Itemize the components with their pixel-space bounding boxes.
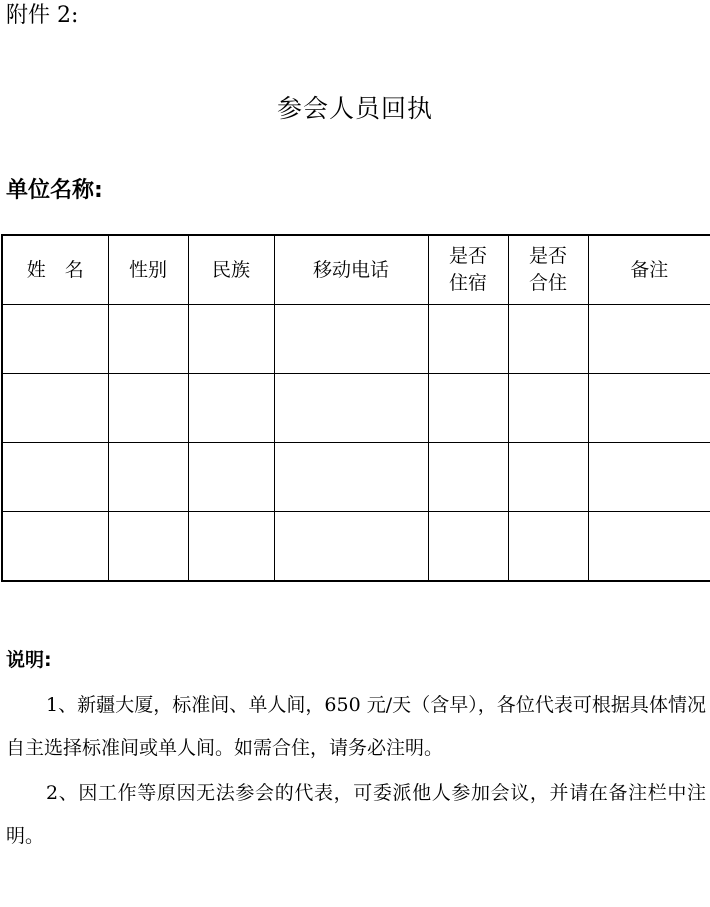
note-item-1: 1、新疆大厦，标准间、单人间，650 元/天（含早），各位代表可根据具体情况自主选择标准间或单人间。如需合住，请务必注明。	[6, 694, 706, 759]
header-accommodation	[428, 235, 508, 305]
header-gender: 性别	[108, 235, 188, 305]
cell-room-sharing[interactable]	[508, 305, 588, 374]
note-item-2: 2、因工作等原因无法参会的代表，可委派他人参加会议，并请在备注栏中注明。	[6, 782, 706, 847]
attendee-table	[1, 234, 710, 582]
notes-heading: 说明:	[6, 649, 52, 671]
cell-name[interactable]	[2, 443, 108, 512]
table-row	[2, 443, 710, 512]
header-room-sharing-text: 是否 合住	[528, 245, 567, 294]
cell-gender[interactable]	[108, 443, 188, 512]
header-ethnicity: 民族	[188, 235, 274, 305]
cell-remarks[interactable]	[588, 512, 710, 582]
cell-gender[interactable]	[108, 512, 188, 582]
cell-mobile-phone[interactable]	[274, 443, 428, 512]
cell-gender[interactable]	[108, 374, 188, 443]
cell-name[interactable]	[2, 374, 108, 443]
table-header-row	[2, 235, 710, 305]
table-row	[2, 512, 710, 582]
cell-room-sharing[interactable]	[508, 443, 588, 512]
table-row	[2, 305, 710, 374]
header-name: 姓 名	[2, 235, 108, 305]
cell-accommodation[interactable]	[428, 512, 508, 582]
attachment-label: 附件 2:	[6, 3, 79, 28]
header-room-sharing	[508, 235, 588, 305]
cell-name[interactable]	[2, 305, 108, 374]
cell-mobile-phone[interactable]	[274, 305, 428, 374]
header-mobile-phone: 移动电话	[274, 235, 428, 305]
cell-room-sharing[interactable]	[508, 374, 588, 443]
cell-mobile-phone[interactable]	[274, 374, 428, 443]
unit-name-label: 单位名称:	[6, 178, 103, 203]
cell-accommodation[interactable]	[428, 305, 508, 374]
cell-mobile-phone[interactable]	[274, 512, 428, 582]
cell-accommodation[interactable]	[428, 443, 508, 512]
cell-remarks[interactable]	[588, 305, 710, 374]
cell-ethnicity[interactable]	[188, 443, 274, 512]
cell-ethnicity[interactable]	[188, 374, 274, 443]
cell-room-sharing[interactable]	[508, 512, 588, 582]
cell-ethnicity[interactable]	[188, 512, 274, 582]
cell-name[interactable]	[2, 512, 108, 582]
page-title: 参会人员回执	[276, 94, 433, 123]
cell-ethnicity[interactable]	[188, 305, 274, 374]
table-row	[2, 374, 710, 443]
header-remarks: 备注	[588, 235, 710, 305]
header-accommodation-text: 是否 住宿	[448, 245, 487, 294]
cell-accommodation[interactable]	[428, 374, 508, 443]
cell-remarks[interactable]	[588, 374, 710, 443]
cell-gender[interactable]	[108, 305, 188, 374]
cell-remarks[interactable]	[588, 443, 710, 512]
